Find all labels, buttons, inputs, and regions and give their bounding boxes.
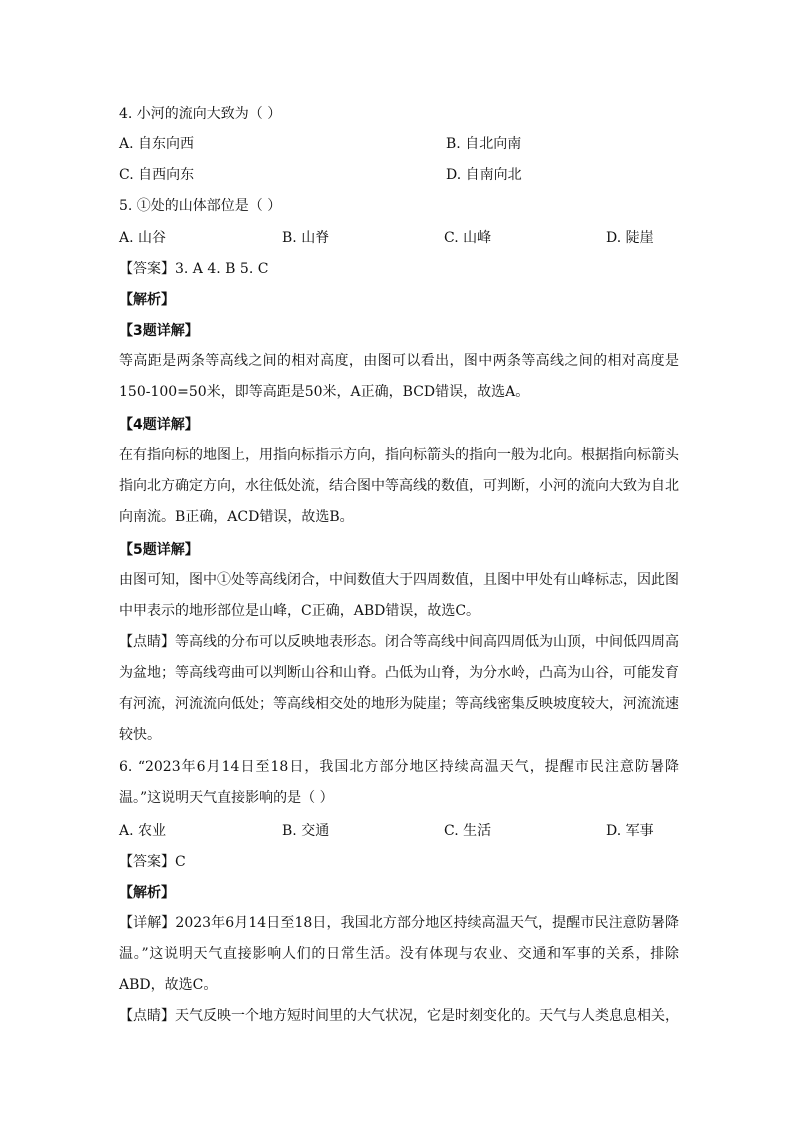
analysis-label-2: 【解析】 xyxy=(119,885,175,901)
tip-2-text: 【点睛】天气反映一个地方短时间里的大气状况，它是时刻变化的。天气与人类息息相关， xyxy=(119,1008,679,1024)
question-5-option-d: D. 陡崖 xyxy=(606,230,654,246)
question-6-stem: 6. “2023年6月14日至18日，我国北方部分地区持续高温天气，提醒市民注意防暑降温。”这说明天气直接影响的是（ ） xyxy=(119,759,679,806)
detail-3-heading: 【3题详解】 xyxy=(119,323,199,339)
question-6-option-b: B. 交通 xyxy=(282,823,330,839)
question-4-stem: 4. 小河的流向大致为（ ） xyxy=(119,106,282,122)
question-6-option-c: C. 生活 xyxy=(444,823,492,839)
question-4-option-b: B. 自北向南 xyxy=(446,136,522,152)
detail-5-heading: 【5题详解】 xyxy=(119,542,199,558)
question-6-option-a: A. 农业 xyxy=(119,823,167,839)
question-5-option-c: C. 山峰 xyxy=(444,230,492,246)
question-4-option-d: D. 自南向北 xyxy=(446,167,522,183)
detail-4-text: 在有指向标的地图上，用指向标指示方向，指向标箭头的指向一般为北向。根据指向标箭头指向北方确定方向，水往低处流，结合图中等高线的数值，可判断，小河的流向大致为自北向南流。B正确，ACD错误，故选B。 xyxy=(119,447,679,525)
question-5-option-b: B. 山脊 xyxy=(282,230,330,246)
question-5-option-a: A. 山谷 xyxy=(119,230,167,246)
question-6-option-d: D. 军事 xyxy=(606,823,654,839)
answer-6: 【答案】C xyxy=(119,854,186,870)
question-4-option-a: A. 自东向西 xyxy=(119,136,195,152)
analysis-label: 【解析】 xyxy=(119,292,175,308)
detail-5-text: 由图可知，图中①处等高线闭合，中间数值大于四周数值，且图中甲处有山峰标志，因此图中甲表示的地形部位是山峰，C正确，ABD错误，故选C。 xyxy=(119,572,679,619)
answer-3-5: 【答案】3. A 4. B 5. C xyxy=(119,261,269,277)
detail-3-text: 等高距是两条等高线之间的相对高度，由图可以看出，图中两条等高线之间的相对高度是150-100=50米，即等高距是50米，A正确，BCD错误，故选A。 xyxy=(119,353,679,400)
detail-6-text: 【详解】2023年6月14日至18日，我国北方部分地区持续高温天气，提醒市民注意防暑降温。”这说明天气直接影响人们的日常生活。没有体现与农业、交通和军事的关系，排除ABD，故选C。 xyxy=(119,915,679,993)
tip-1-text: 【点睛】等高线的分布可以反映地表形态。闭合等高线中间高四周低为山顶，中间低四周高为盆地；等高线弯曲可以判断山谷和山脊。凸低为山脊，为分水岭，凸高为山谷，可能发育有河流，河流流向低处；等高线相交处的地形为陡崖；等高线密集反映坡度较大，河流流速较快。 xyxy=(119,634,679,743)
detail-4-heading: 【4题详解】 xyxy=(119,417,199,433)
question-4-option-c: C. 自西向东 xyxy=(119,167,195,183)
question-5-stem: 5. ①处的山体部位是（ ） xyxy=(119,198,282,214)
